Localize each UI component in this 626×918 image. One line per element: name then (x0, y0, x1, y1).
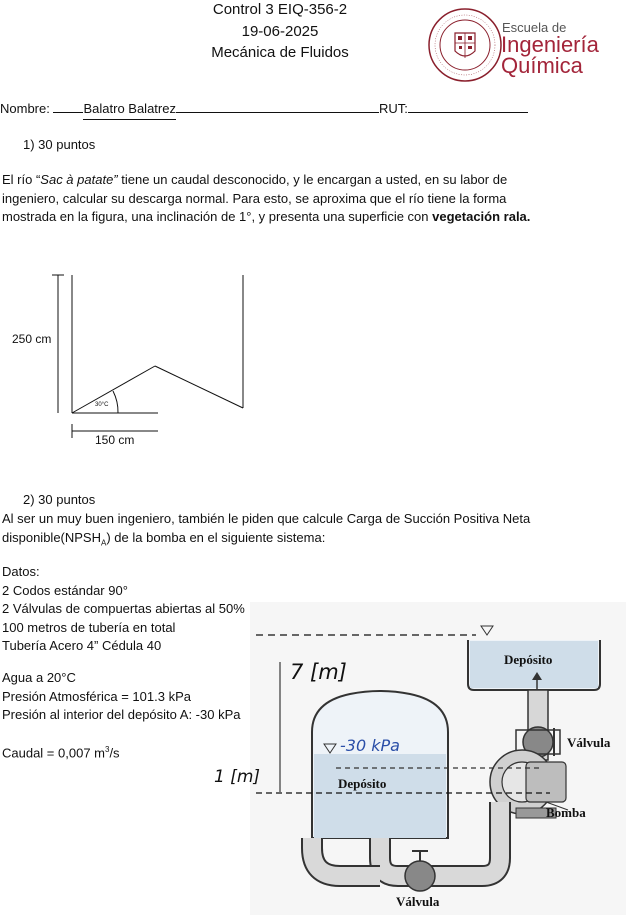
condiciones-block: Agua a 20°C Presión Atmosférica = 101.3 kPa Presión al interior del depósito A: -30 kPa (2, 670, 241, 722)
caudal-text: Caudal = 0,007 $m^3/s$ (2, 745, 120, 761)
handwritten-7m: 7 [m] (290, 660, 347, 684)
q2-paragraph: Al ser un muy buen ingeniero, también le piden que calcule Carga de Succión Positiva Neta $disponible(NPSH_A)$ de la bomba en el siguiente sistema: (2, 511, 531, 548)
logo-quimica: Química (501, 53, 583, 78)
handwritten-1m: 1 [m] (214, 767, 261, 787)
channel-figure (0, 268, 260, 453)
header-line-1: Control 3 EIQ-356-2 (212, 1, 348, 18)
q1-title: 1) 30 puntos (23, 137, 96, 152)
handwritten-pressure: -30 kPa (340, 736, 400, 755)
logo-ingenieria: Ingeniería (501, 32, 599, 57)
valvula-top-label: Válvula (567, 735, 611, 750)
height-label: 250 cm (12, 332, 52, 346)
header-course: Mecánica de Fluidos (211, 44, 349, 61)
deposito-bottom-label: Depósito (338, 776, 387, 791)
angle-label: 30°C (95, 402, 109, 408)
rut-label: RUT: (378, 101, 408, 116)
q2-title: 2) 30 puntos (23, 492, 96, 507)
pump-system-diagram (250, 602, 626, 915)
nombre-value: Balatro Balatrez (83, 100, 176, 120)
q1-paragraph: El río “Sac à patate” tiene un caudal desconocido, y le encargan a usted, en su labor de ingeniero, calcular su descarga normal. Para esto, se aproxima que el río tiene la forma mostrada en la figura, una inclinación de 1°, y presenta una superficie con vegetación rala. (2, 172, 531, 224)
datos-block: Datos: 2 Codos estándar 90° 2 Válvulas de compuertas abiertas al 50% 100 metros de tubería en total Tubería Acero 4” Cédula 40 (2, 564, 245, 653)
width-label: 150 cm (95, 433, 135, 447)
header-date: 19-06-2025 (241, 23, 319, 40)
nombre-label: Nombre: (0, 101, 50, 116)
logo-escuela: Escuela de (502, 20, 567, 35)
deposito-top-label: Depósito (504, 652, 553, 667)
bomba-label: Bomba (546, 805, 586, 820)
valvula-bottom-label: Válvula (396, 894, 440, 909)
university-seal-logo (428, 6, 503, 84)
student-line (0, 100, 528, 120)
